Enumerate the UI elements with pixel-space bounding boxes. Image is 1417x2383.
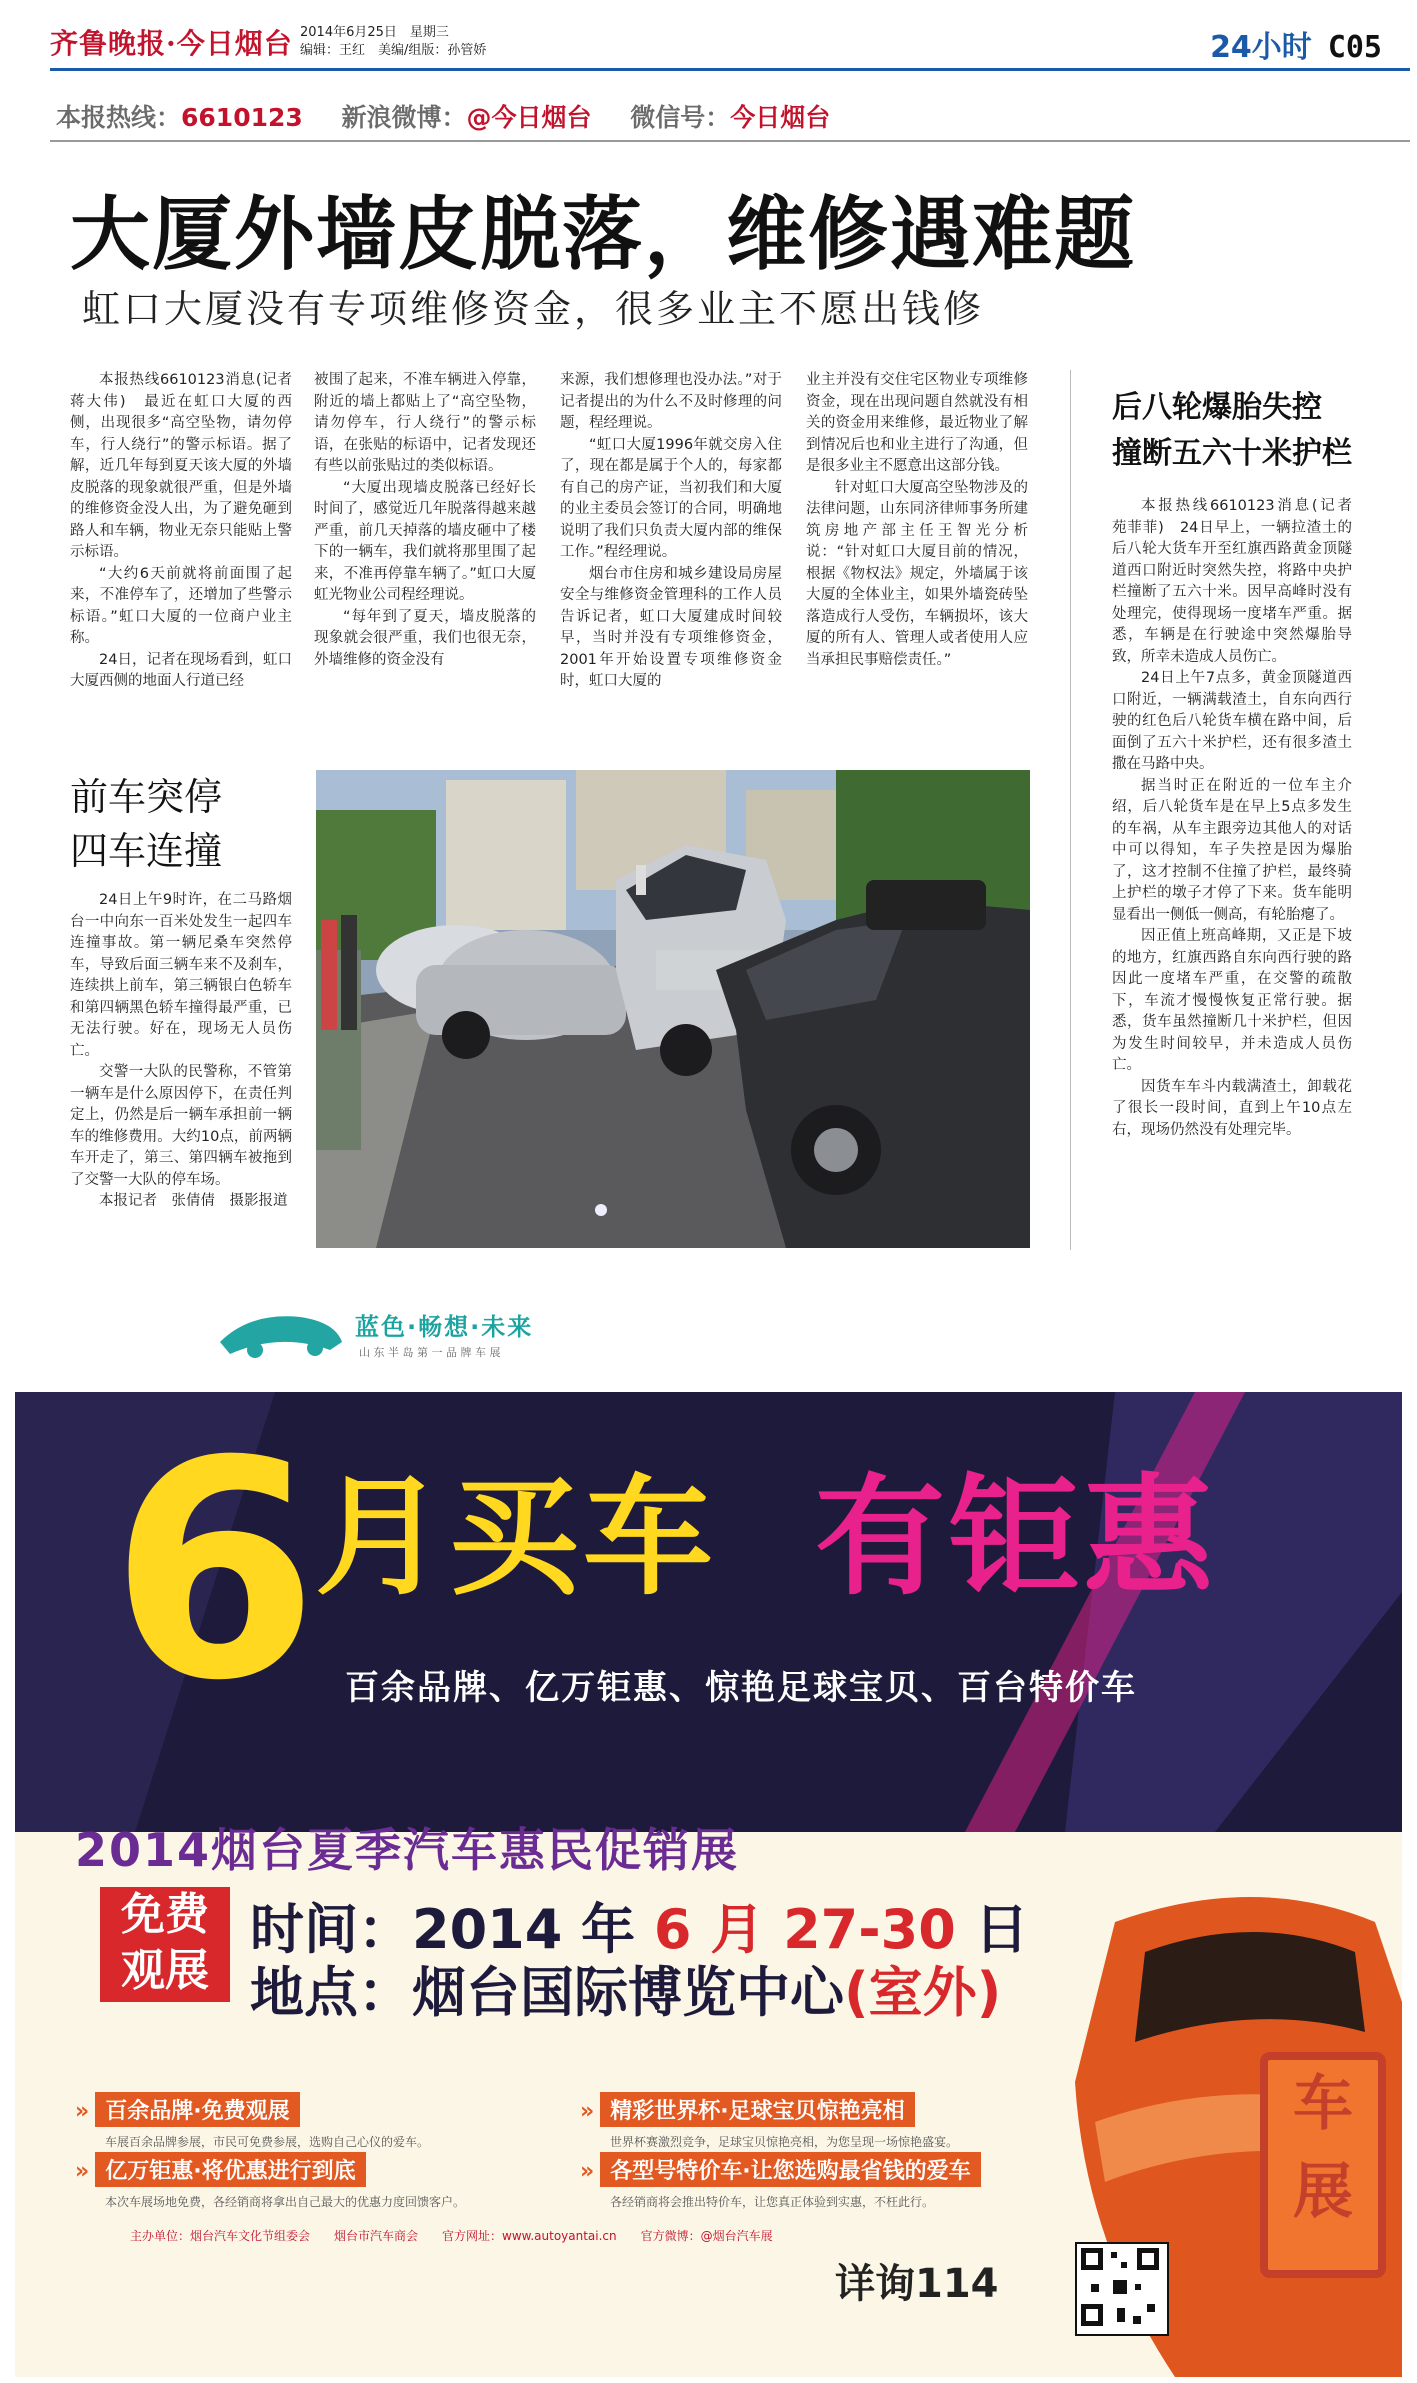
left-article-body: 24日上午9时许，在二马路烟台一中向东一百米处发生一起四车连撞事故。第一辆尼桑车突然停车，导致后面三辆车来不及刹车，连续拱上前车，第三辆银白色轿车和第四辆黑色轿车撞得最严重，已无法行驶。好在，现场无人员伤亡。 交警一大队的民警称，不管第一辆车是什么原因停下，在责任判定上，仍然是后一辆车承担前一辆车的维修费用。大约10点，前两辆车开走了，第三、第四辆车被拖到了交警一大队的停车场。 本报记者 张倩倩 摄影报道 [70,892,292,1209]
ad-feature-3: » 精彩世界杯·足球宝贝惊艳亮相 世界杯赛激烈竞争，足球宝贝惊艳亮相，为您呈现一场惊艳盛宴。 [580,2092,1020,2150]
qr-code-icon [1075,2242,1169,2336]
main-article-column-2: 被围了起来，不准车辆进入停靠，附近的墙上都贴上了“高空坠物，请勿停车，行人绕行”的警示标语，在张贴的标语中，记者发现还有些以前张贴过的类似标语。 “大厦出现墙皮脱落已经好长时间了，感觉近几年脱落得越来越严重，前几天掉落的墙皮砸中了楼下的一辆车，我们就将那里围了起来，不准再停靠车辆了。”虹口大厦虹光物业公司程经理说。 “每年到了夏天，墙皮脱落的现象就会很严重，我们也很无奈，外墙维修的资金没有 [314,372,536,668]
date-line: 2014年6月25日 星期三 [300,25,449,40]
column-divider [1070,370,1071,1250]
car-expo-advertisement [15,1282,1402,2377]
main-subhead: 虹口大厦没有专项维修资金，很多业主不愿出钱修 [82,287,985,331]
ad-time-line: 时间：2014 年 6 月 27-30 日 [250,1898,1029,1961]
ad-call-number: 详询114 [835,2261,999,2307]
page-number: C05 [1327,30,1382,65]
ad-title-yellow: 月买车 [315,1461,718,1613]
free-entry-badge: 免费观展 [100,1887,230,2002]
photo-illustration [316,770,1030,1248]
main-article-column-3: 来源，我们想修理也没办法。”对于记者提出的为什么不及时修理的问题，程经理说。 “虹口大厦1996年就交房入住了，现在都是属于个人的，每家都有自己的房产证，当初我们和大厦的业主委员会签订的合同，明确地说明了我们只负责大厦内部的维保工作。”程经理说。 烟台市住房和城乡建设局房屋安全与维修资金管理科的工作人员告诉记者，虹口大厦建成时间较早，当时并没有专项维修资金，2001年开始设置专项维修资金时，虹口大厦的 [560,372,782,689]
hotline-rule [50,140,1410,142]
ad-logo-subtitle: 山 东 半 岛 第 一 品 牌 车 展 [359,1346,501,1359]
ad-organizer-line: 主办单位：烟台汽车文化节组委会 烟台市汽车商会 官方网址：www.autoyantai.cn 官方微博：@烟台汽车展 [130,2229,773,2243]
ad-strapline: 百余品牌、亿万钜惠、惊艳足球宝贝、百台特价车 [345,1668,1137,1708]
ad-feature-1: » 百余品牌·免费观展 车展百余品牌参展，市民可免费参展，选购自己心仪的爱车。 [75,2092,515,2150]
page-info [1210,22,1382,66]
brand-logo: 齐鲁晚报·今日烟台 [50,27,293,60]
section-24h: 24小时 [1210,30,1312,65]
ad-expo-name: 2014烟台夏季汽车惠民促销展 [75,1823,740,1877]
main-headline: 大厦外墙皮脱落，维修遇难题 [70,188,1136,281]
weibo-handle: @今日烟台 [466,103,592,132]
side-article-body: 本报热线6610123消息(记者 苑菲菲) 24日早上，一辆拉渣土的后八轮大货车开至红旗西路黄金顶隧道西口附近时突然失控，将路中央护栏撞断了五六十米。因早高峰时没有处理完，使得现场一度堵车严重。据悉，车辆是在行驶途中突然爆胎导致，所幸未造成人员伤亡。 24日上午7点多，黄金顶隧道西口附近，一辆满载渣土，自东向西行驶的红色后八轮货车横在路中间，后面倒了五六十米护栏，还有很多渣土撒在马路中央。 据当时正在附近的一位车主介绍，后八轮货车是在早上5点多发生的车祸，从车主跟旁边其他人的对话中可以得知，车子失控是因为爆胎了，这才控制不住撞了护栏，最终骑上护栏的墩子才停了下来。货车能明显看出一侧低一侧高，有轮胎瘪了。 因正值上班高峰期，又正是下坡的地方，红旗西路自东向西行驶的路因此一度堵车严重，在交警的疏散下，车流才慢慢恢复正常行驶。据悉，货车虽然撞断几十米护栏，但因为发生时间较早，并未造成人员伤亡。 因货车车斗内载满渣土，卸载花了很长一段时间，直到上午10点左右，现场仍然没有处理完毕。 [1112,498,1367,1138]
side-headline: 后八轮爆胎失控 撞断五六十米护栏 [1112,390,1352,471]
wechat-id: 今日烟台 [730,103,831,132]
expo-stamp-badge: 车展 [1260,2052,1386,2278]
ad-logo-slogan: 蓝色·畅想·未来 [355,1313,534,1341]
masthead-rule [50,68,1410,71]
masthead [50,22,1410,72]
left-headline: 前车突停 四车连撞 [70,775,223,873]
expo-car-logo-icon [210,1302,350,1367]
double-chevron-icon: » [580,2159,595,2184]
double-chevron-icon: » [75,2159,90,2184]
editor-line: 编辑：王红 美编/组版：孙管娇 [300,43,487,58]
ad-title-pink: 有钜惠 [815,1461,1218,1613]
hotline-number: 6610123 [181,103,303,132]
main-article-column-4: 业主并没有交住宅区物业专项维修资金，现在出现问题自然就没有相关的资金用来维修，最近物业了解到情况后也和业主进行了沟通，但是很多业主不愿意出这部分钱。 针对虹口大厦高空坠物涉及的法律问题，山东同济律师事务所建筑房地产部主任王智光分析说：“针对虹口大厦目前的情况，根据《物权法》规定，外墙属于该大厦的全体业主，如果外墙瓷砖坠落造成行人受伤，车辆损坏，该大厦的所有人、管理人或者使用人应当承担民事赔偿责任。” [806,372,1028,668]
ad-feature-4: » 各型号特价车·让您选购最省钱的爱车 各经销商将会推出特价车，让您真正体验到实惠，不枉此行。 [580,2152,1020,2210]
double-chevron-icon: » [580,2099,595,2124]
main-article-column-1: 本报热线6610123消息(记者 蒋大伟) 最近在虹口大厦的西侧，出现很多“高空坠物，请勿停车，行人绕行”的警示标语。据了解，近几年每到夏天该大厦的外墙皮脱落的现象就很严重，但是外墙的维修资金没人出，为了避免砸到路人和车辆，物业无奈只能贴上警示标语。 “大约6天前就将前面围了起来，不准停车了，还增加了些警示标语。”虹口大厦的一位商户业主称。 24日，记者在现场看到，虹口大厦西侧的地面人行道已经 [70,372,307,689]
hotline-bar: 本报热线：6610123 新浪微博：@今日烟台 微信号：今日烟台 [56,103,831,132]
double-chevron-icon: » [75,2099,90,2124]
accident-photo [316,770,1030,1248]
ad-feature-2: » 亿万钜惠·将优惠进行到底 本次车展场地免费，各经销商将拿出自己最大的优惠力度回馈客户。 [75,2152,515,2210]
ad-place-line: 地点：烟台国际博览中心(室外) [250,1961,1002,2024]
issue-meta [300,24,486,60]
ad-big-six: 6 [110,1397,319,1746]
